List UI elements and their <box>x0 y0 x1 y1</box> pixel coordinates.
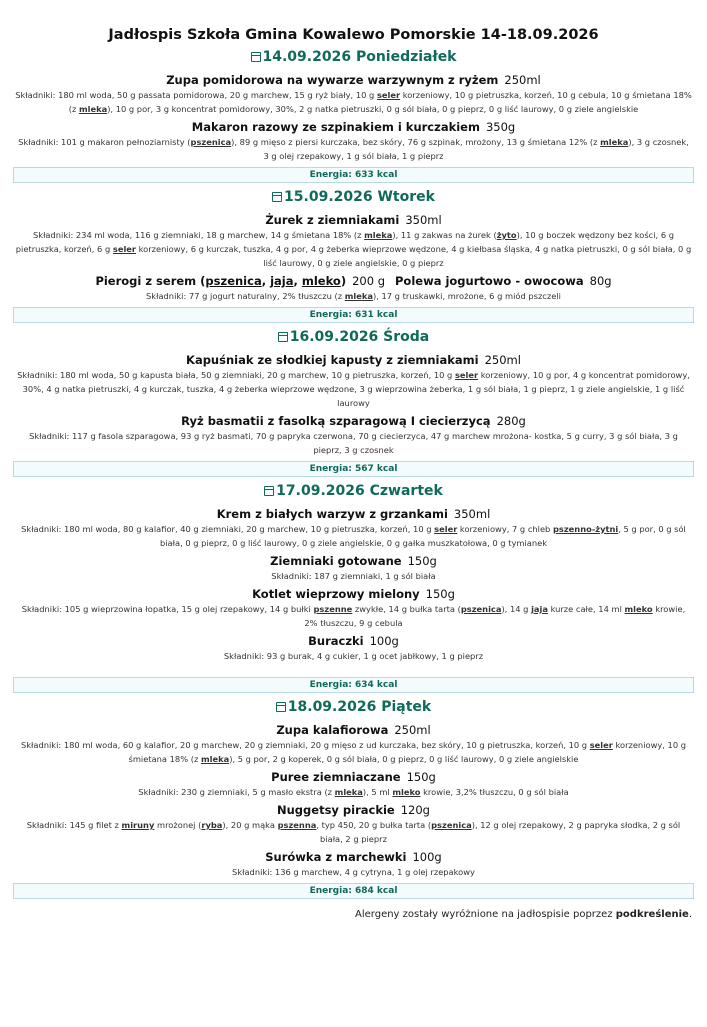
allergen-note-end: . <box>688 909 692 920</box>
dish-portion: 80g <box>589 274 612 288</box>
dish-portion: 250ml <box>504 73 541 87</box>
calendar-icon <box>276 702 286 712</box>
dish-name: Krem z białych warzyw z grzankami <box>216 507 448 521</box>
calendar-icon <box>251 52 261 62</box>
day-date: 16.09.2026 Środa <box>289 329 430 345</box>
dish <box>13 634 694 663</box>
dish-ingredients: Składniki: 93 g burak, 4 g cukier, 1 g ocet jabłkowy, 1 g pieprz <box>223 651 484 661</box>
days-container <box>13 49 694 899</box>
dish-portion: 350ml <box>453 507 491 521</box>
day-header <box>13 189 694 205</box>
page-title: Jadłospis Szkoła Gmina Kowalewo Pomorskie 14-18.09.2026 <box>108 27 599 43</box>
dish-portion: 150g <box>407 554 437 568</box>
day-section <box>13 49 694 183</box>
calendar-icon <box>278 332 288 342</box>
dish-portion: 250ml <box>394 723 431 737</box>
dish-name: Buraczki <box>308 634 364 648</box>
dish-name: Kotlet wieprzowy mielony <box>252 587 420 601</box>
dish-portion: 280g <box>496 414 526 428</box>
dish-title-line <box>13 587 694 601</box>
dish-title-line <box>13 414 694 428</box>
dish <box>13 850 694 879</box>
dish-ingredients: Składniki: 234 ml woda, 116 g ziemniaki, 18 g marchew, 14 g śmietana 18% (z mleka), 11 g zakwas na żurek (żyto), 10 g boczek wędzony bez kości, 6 g pietruszka, korzeń, 6 g seler korzeniowy, 6 g kurczak, tuszka, 4 g por, 4 g żeberka wieprzowe wędzone, 4 g kiełbasa śląska, 4 g natka pietruszki, 0 g sól biała, 0 g liść laurowy, 0 g ziele angielskie, 0 g pieprz <box>15 230 692 268</box>
calendar-icon <box>272 192 282 202</box>
day-date: 14.09.2026 Poniedziałek <box>262 49 457 65</box>
dish-ingredients: Składniki: 230 g ziemniaki, 5 g masło ekstra (z mleka), 5 ml mleko krowie, 3,2% tłuszczu, 0 g sól biała <box>138 787 569 797</box>
dish-ingredients: Składniki: 117 g fasola szparagowa, 93 g ryż basmati, 70 g papryka czerwona, 70 g ciecierzyca, 47 g marchew mrożona- kostka, 5 g curry, 3 g sól biała, 3 g pieprz, 3 g czosnek <box>29 431 678 455</box>
dish-name: Ryż basmatii z fasolką szparagową I ciecierzycą <box>181 414 491 428</box>
dish-portion: 250ml <box>484 353 521 367</box>
dish-name: Surówka z marchewki <box>265 850 407 864</box>
dish-ingredients: Składniki: 180 ml woda, 50 g kapusta biała, 50 g ziemniaki, 20 g marchew, 10 g pietruszka, korzeń, 10 g seler korzeniowy, 10 g por, 4 g koncentrat pomidorowy, 30%, 4 g natka pietruszki, 4 g kurczak, tuszka, 4 g żeberka wieprzowe wędzone, 3 g wieprzowina żeberka, 1 g sól biała, 1 g pieprz, 1 g ziele angielskie, 1 g liść laurowy <box>17 370 690 408</box>
day-section <box>13 329 694 477</box>
dish-name: Zupa kalafiorowa <box>276 723 389 737</box>
energy-bar: Energia: 684 kcal <box>13 883 694 899</box>
allergen-note-emphasis: podkreślenie <box>615 909 689 920</box>
day-header <box>13 329 694 345</box>
dish-name: Zupa pomidorowa na wywarze warzywnym z ryżem <box>166 73 499 87</box>
dish-title-line <box>13 120 694 134</box>
dish-title-line <box>13 353 694 367</box>
dish-name: Nuggetsy pirackie <box>277 803 395 817</box>
energy-bar: Energia: 634 kcal <box>13 677 694 693</box>
dish-ingredients: Składniki: 101 g makaron pełnoziarnisty (pszenica), 89 g mięso z piersi kurczaka, bez skóry, 76 g szpinak, mrożony, 13 g śmietana 12% (z mleka), 3 g czosnek, 3 g olej rzepakowy, 1 g sól biała, 1 g pieprz <box>18 137 689 161</box>
dish-portion: 150g <box>425 587 455 601</box>
dish <box>13 587 694 630</box>
dish <box>13 414 694 457</box>
dish <box>13 507 694 550</box>
day-section <box>13 699 694 899</box>
dish-pair <box>13 274 694 303</box>
dish <box>13 213 694 270</box>
dish <box>13 723 694 766</box>
dish-name: Makaron razowy ze szpinakiem i kurczakiem <box>191 120 480 134</box>
dish-title-line <box>13 554 694 568</box>
dish-ingredients: Składniki: 136 g marchew, 4 g cytryna, 1 g olej rzepakowy <box>232 867 475 877</box>
dish-portion: 120g <box>400 803 430 817</box>
dish-portion: 100g <box>412 850 442 864</box>
dish-ingredients: Składniki: 180 ml woda, 80 g kalafior, 40 g ziemniaki, 20 g marchew, 10 g pietruszka, korzeń, 10 g seler korzeniowy, 7 g chleb pszenno-żytni, 5 g por, 0 g sól biała, 0 g pieprz, 0 g liść laurowy, 0 g ziele angielskie, 0 g gałka muszkatołowa, 0 g tymianek <box>21 524 686 548</box>
day-header <box>13 49 694 65</box>
dish-ingredients: Składniki: 180 ml woda, 60 g kalafior, 20 g marchew, 20 g ziemniaki, 20 g mięso z ud kurczaka, bez skóry, 10 g pietruszka, korzeń, 10 g seler korzeniowy, 10 g śmietana 18% (z mleka), 5 g por, 2 g koperek, 0 g sól biała, 0 g pieprz, 0 g liść laurowy, 0 g ziele angielskie <box>20 740 687 764</box>
dish-name: Kapuśniak ze słodkiej kapusty z ziemniakami <box>186 353 479 367</box>
dish-title-line <box>13 213 694 227</box>
dish-ingredients: Składniki: 180 ml woda, 50 g passata pomidorowa, 20 g marchew, 15 g ryż biały, 10 g seler korzeniowy, 10 g pietruszka, korzeń, 10 g cebula, 10 g śmietana 18% (z mleka), 10 g por, 3 g koncentrat pomidorowy, 30%, 2 g natka pietruszki, 0 g sól biała, 0 g pieprz, 0 g liść laurowy, 0 g ziele angielskie <box>15 90 692 114</box>
dish-ingredients: Składniki: 187 g ziemniaki, 1 g sól biała <box>271 571 436 581</box>
dish-title-line <box>13 73 694 87</box>
dish-name: Pierogi z serem (pszenica, jaja, mleko) <box>95 274 347 288</box>
dish-name: Polewa jogurtowo - owocowa <box>395 274 584 288</box>
dish-title-line <box>13 850 694 864</box>
dish-ingredients: Składniki: 145 g filet z miruny mrożonej (ryba), 20 g mąka pszenna, typ 450, 20 g bułka tarta (pszenica), 12 g olej rzepakowy, 2 g papryka słodka, 2 g sól biała, 2 g pieprz <box>26 820 681 844</box>
day-date: 15.09.2026 Wtorek <box>284 189 435 205</box>
dish-title-line <box>13 770 694 784</box>
day-header <box>13 483 694 499</box>
energy-bar: Energia: 631 kcal <box>13 307 694 323</box>
dish-pair-line <box>13 274 694 288</box>
dish-name: Żurek z ziemniakami <box>265 213 400 227</box>
allergen-note-text: Alergeny zostały wyróżnione na jadłospisie poprzez <box>355 909 613 920</box>
dish <box>13 73 694 116</box>
dish-portion: 350g <box>485 120 516 134</box>
day-date: 18.09.2026 Piątek <box>287 699 432 715</box>
allergen-note <box>13 909 694 920</box>
dish-portion: 200 g <box>352 274 385 288</box>
day-section <box>13 483 694 693</box>
dish-title-line <box>13 723 694 737</box>
dish <box>13 803 694 846</box>
dish <box>13 554 694 583</box>
dish-title-line <box>13 634 694 648</box>
day-date: 17.09.2026 Czwartek <box>276 483 443 499</box>
dish-title-line <box>13 507 694 521</box>
dish <box>13 770 694 799</box>
energy-bar: Energia: 567 kcal <box>13 461 694 477</box>
dish-name: Puree ziemniaczane <box>271 770 401 784</box>
calendar-icon <box>264 486 274 496</box>
menu-page <box>0 27 707 920</box>
dish-ingredients: Składniki: 105 g wieprzowina łopatka, 15 g olej rzepakowy, 14 g bułki pszenne zwykłe, 14 g bułka tarta (pszenica), 14 g jaja kurze całe, 14 ml mleko krowie, 2% tłuszczu, 9 g cebula <box>21 604 686 628</box>
energy-bar: Energia: 633 kcal <box>13 167 694 183</box>
day-section <box>13 189 694 323</box>
dish-ingredients: Składniki: 77 g jogurt naturalny, 2% tłuszczu (z mleka), 17 g truskawki, mrożone, 6 g miód pszczeli <box>146 291 561 301</box>
dish-name: Ziemniaki gotowane <box>270 554 402 568</box>
dish-portion: 150g <box>406 770 436 784</box>
day-header <box>13 699 694 715</box>
dish-portion: 100g <box>369 634 399 648</box>
dish <box>13 120 694 163</box>
dish-title-line <box>13 803 694 817</box>
dish-portion: 350ml <box>405 213 442 227</box>
dish <box>13 353 694 410</box>
